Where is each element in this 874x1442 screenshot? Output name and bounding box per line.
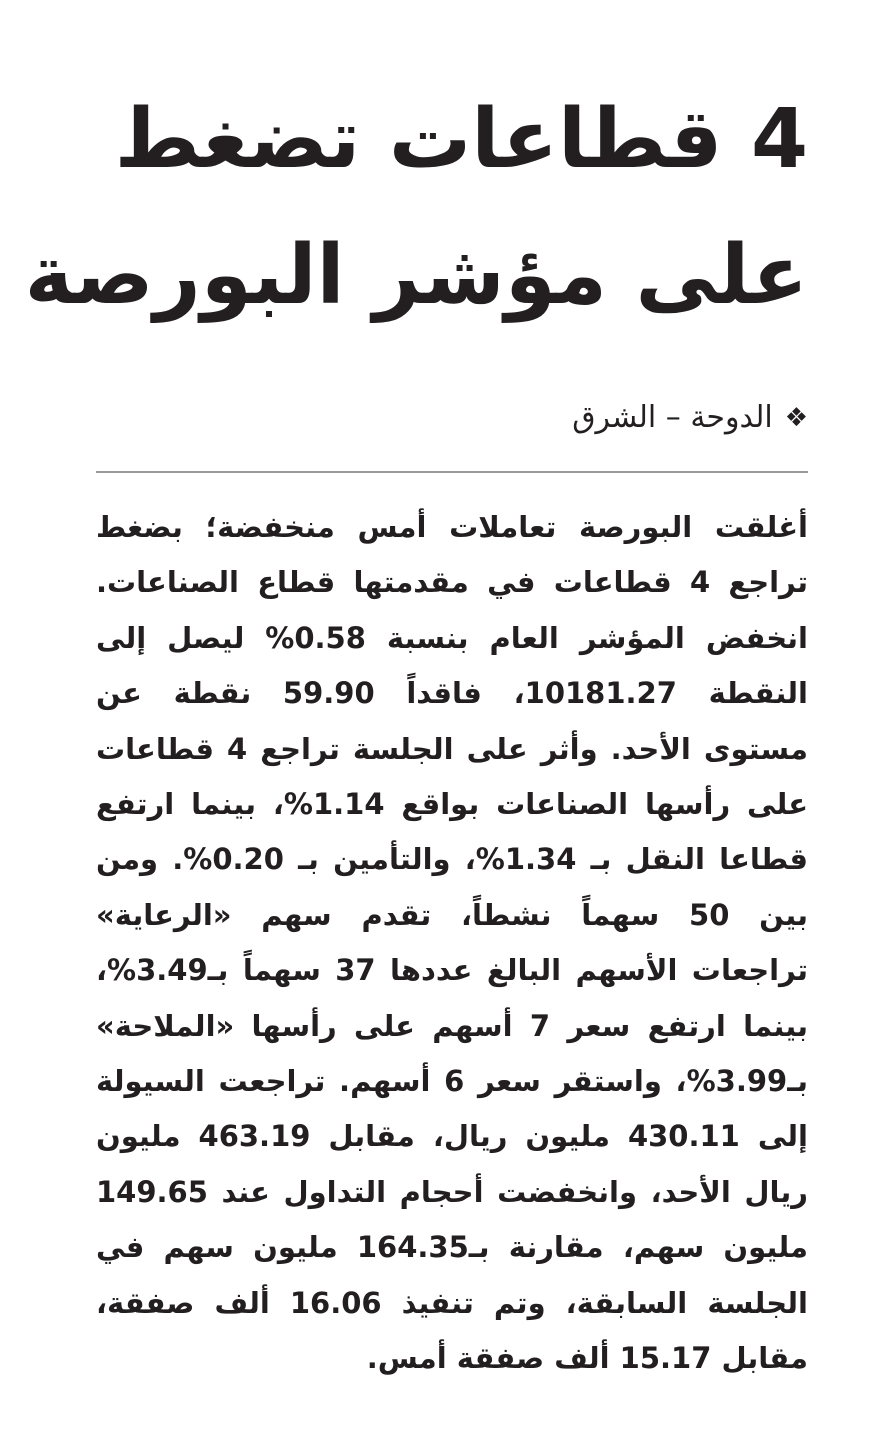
headline [24,72,808,344]
article-body: أغلقت البورصة تعاملات أمس منخفضة؛ بضغط تراجع 4 قطاعات في مقدمتها قطاع الصناعات. انخفض المؤشر العام بنسبة 0.58% ليصل إلى النقطة 10181.27، فاقداً 59.90 نقطة عن مستوى الأحد. وأثر على الجلسة تراجع 4 قطاعات على رأسها الصناعات بواقع 1.14%، بينما ارتفع قطاعا النقل بـ 1.34%، والتأمين بـ 0.20%. ومن بين 50 سهماً نشطاً، تقدم سهم «الرعاية» تراجعات الأسهم البالغ عددها 37 سهماً بـ3.49%، بينما ارتفع سعر 7 أسهم على رأسها «الملاحة» بـ3.99%، واستقر سعر 6 أسهم. تراجعت السيولة إلى 430.11 مليون ريال، مقابل 463.19 مليون ريال الأحد، وانخفضت أحجام التداول عند 149.65 مليون سهم، مقارنة بـ164.35 مليون سهم في الجلسة السابقة، وتم تنفيذ 16.06 ألف صفقة، مقابل 15.17 ألف صفقة أمس. [96,510,809,1376]
byline-text: الدوحة – الشرق [572,400,773,435]
headline-line-1: 4 قطاعات تضغط [114,92,808,187]
divider-line [96,471,808,473]
byline [572,396,808,440]
headline-line-2: على مؤشر البورصة [24,228,808,323]
diamond-ornament-icon: ❖ [784,403,808,433]
